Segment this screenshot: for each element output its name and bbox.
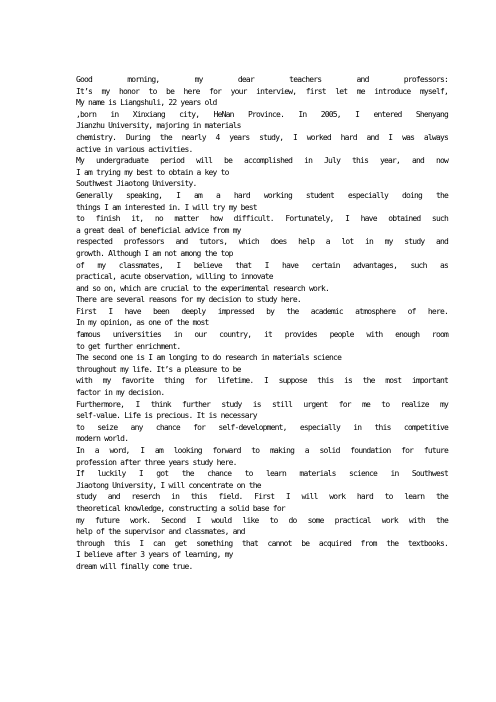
text-line: Furthermore, I think further study is still urgent for me to realize my xyxy=(76,399,448,409)
text-line: practical, acute observation, willing to innovate xyxy=(76,272,273,282)
text-line: self-value. Life is precious. It is necessary xyxy=(76,411,257,421)
text-line: I am trying my best to obtain a key to xyxy=(76,167,229,177)
text-line: If luckily I got the chance to learn materials science in Southwest xyxy=(76,469,448,479)
text-line: with my favorite thing for lifetime. I suppose this is the most important xyxy=(76,376,448,386)
text-line: to finish it, no matter how difficult. Fortunately, I have obtained such xyxy=(76,214,448,224)
document-body xyxy=(76,74,448,573)
text-line: throughout my life. It’s a pleasure to be xyxy=(76,364,241,374)
text-line: respected professors and tutors, which does help a lot in my study and xyxy=(76,237,448,247)
text-line: study and reserch in this field. First I will work hard to learn the xyxy=(76,492,448,502)
text-line: I believe after 3 years of learning, my xyxy=(76,550,233,560)
text-line: My name is Liangshuli, 22 years old xyxy=(76,98,217,108)
text-line: My undergraduate period will be accomplished in July this year, and now xyxy=(76,156,448,166)
text-line: Generally speaking, I am a hard working student especially doing the xyxy=(76,190,448,200)
text-line: Good morning, my dear teachers and professors: xyxy=(76,75,448,84)
text-line: my future work. Second I would like to do some practical work with the xyxy=(76,515,448,525)
text-line: dream will finally come true. xyxy=(76,561,193,571)
text-line: famous universities in our country, it provides people with enough room xyxy=(76,330,448,340)
text-line: The second one is I am longing to do research in materials science xyxy=(76,353,342,363)
text-line: of my classmates, I believe that I have certain advantages, such as xyxy=(76,260,448,270)
text-line: Jiaotong University, I will concentrate on the xyxy=(76,480,261,490)
text-line: help of the supervisor and classmates, and xyxy=(76,527,245,537)
text-line: In my opinion, as one of the most xyxy=(76,318,209,328)
text-line: to seize any chance for self-development, especially in this competitive xyxy=(76,422,448,432)
text-line: It’s my honor to be here for your interview, first let me introduce myself, xyxy=(76,86,448,96)
text-line: modern world. xyxy=(76,434,129,444)
text-line: profession after three years study here. xyxy=(76,457,237,467)
text-line: through this I can get something that cannot be acquired from the textbooks. xyxy=(76,538,448,548)
text-line: things I am interested in. I will try my best xyxy=(76,202,257,212)
text-line: There are several reasons for my decision to study here. xyxy=(76,295,301,305)
text-line: In a word, I am looking forward to making a solid foundation for future xyxy=(76,446,448,455)
text-line: Jianzhu University, majoring in materials xyxy=(76,121,241,131)
text-line: chemistry. During the nearly 4 years study, I worked hard and I was always xyxy=(76,132,448,142)
text-line: a great deal of beneficial advice from my xyxy=(76,225,241,235)
text-line: growth. Although I am not among the top xyxy=(76,248,233,258)
text-line: First I have been deeply impressed by the academic atmosphere of here. xyxy=(76,306,448,316)
text-line: theoretical knowledge, constructing a solid base for xyxy=(76,503,285,513)
text-line: ,born in Xinxiang city, HeNan Province. In 2005, I entered Shenyang xyxy=(76,109,448,119)
text-line: Southwest Jiaotong University. xyxy=(76,179,197,189)
text-line: to get further enrichment. xyxy=(76,341,181,351)
text-line: and so on, which are crucial to the experimental research work. xyxy=(76,283,330,293)
text-line: factor in my decision. xyxy=(76,388,165,398)
text-line: active in various activities. xyxy=(76,144,193,154)
